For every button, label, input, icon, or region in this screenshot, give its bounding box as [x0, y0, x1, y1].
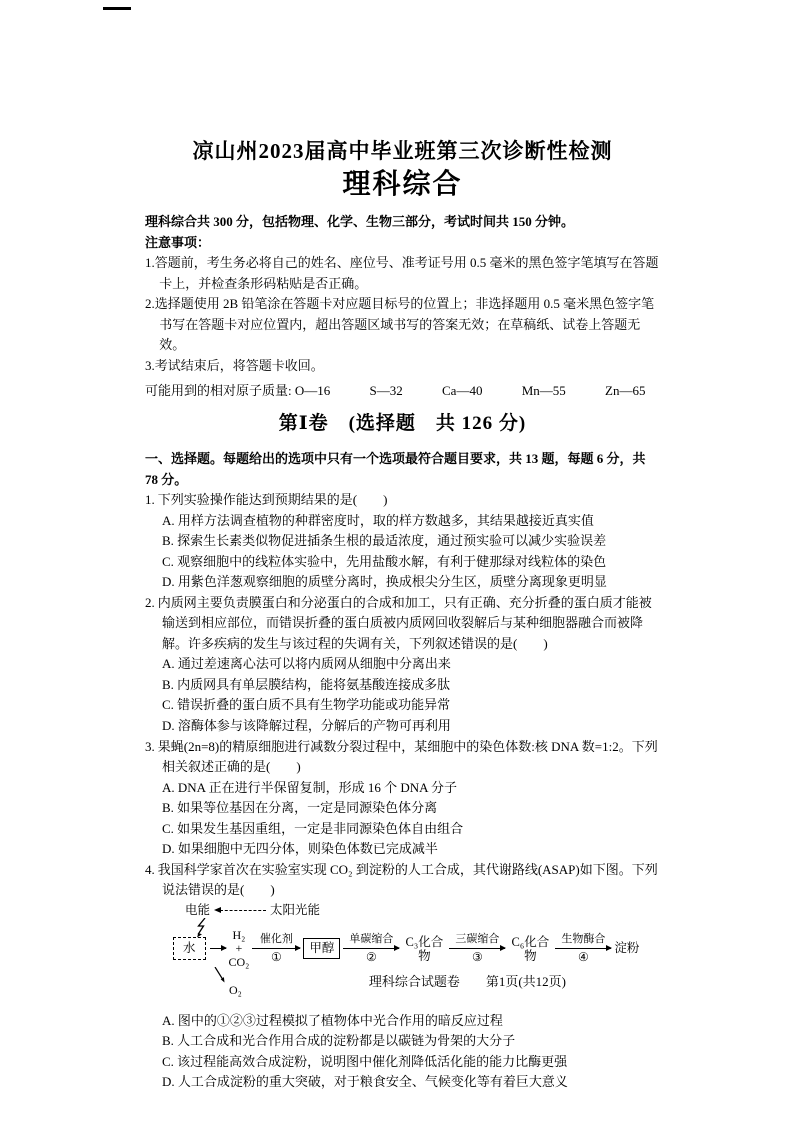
o2-label: O₂: [229, 982, 242, 997]
question-3-option-a: A. DNA 正在进行半保留复制，形成 16 个 DNA 分子: [162, 779, 458, 795]
arrow-right-icon: [252, 948, 300, 949]
starch-label: 淀粉: [614, 941, 640, 956]
atomic-mass-label: 可能用到的相对原子质量:: [145, 382, 295, 398]
step-2-label: 单碳缩合: [349, 933, 394, 946]
question-4-stem: [145, 860, 660, 901]
step-2-number: ②: [366, 950, 377, 965]
question-3: [145, 737, 660, 860]
arrow-right-icon: [343, 948, 399, 949]
note-2: 2.选择题使用 2B 铅笔涂在答题卡对应题目标号的位置上；非选择题用 0.5 毫米黑色签字笔书写在答题卡对应位置内，超出答题区域书写的答案无效；在草稿纸、试卷上答题无效。: [145, 296, 655, 353]
question-1: [145, 490, 660, 593]
atomic-mass-S: S—32: [369, 382, 403, 398]
question-1-option-c: C. 观察细胞中的线粒体实验中，先用盐酸水解，有利于健那绿对线粒体的染色: [162, 553, 607, 569]
question-2-option-c: C. 错误折叠的蛋白质不具有生物学功能或功能异常: [162, 697, 451, 713]
scan-artifact: [103, 7, 131, 10]
question-3-option-d: D. 如果细胞中无四分体，则染色体数已完成减半: [162, 841, 438, 857]
arrow-left-dashed-icon: [214, 906, 266, 915]
question-3-stem: [145, 737, 660, 778]
c3-compound-label: C₃化合物: [405, 934, 444, 963]
arrow-down-right-icon: [213, 967, 228, 984]
section-1-title: 第Ⅰ卷 (选择题 共 126 分): [278, 413, 527, 435]
question-4-option-a: A. 图中的①②③过程模拟了植物体中光合作用的暗反应过程: [162, 1012, 503, 1028]
atomic-mass-line: [145, 381, 660, 402]
question-2-text: 内质网主要负责膜蛋白和分泌蛋白的合成和加工，只有正确、充分折叠的蛋白质才能被输送到相应部位，而错误折叠的蛋白质被内质网回收裂解后与某种细胞器融合而被降解。许多疾病的发生与该过程的失调有关，下列叙述错误的是( ): [157, 594, 652, 651]
question-4-number: 4.: [145, 861, 155, 877]
question-2: [145, 593, 660, 737]
atomic-mass-Zn: Zn—65: [605, 382, 646, 398]
step-1-number: ①: [270, 950, 282, 965]
step-1-label: 催化剂: [259, 933, 293, 946]
electric-energy-label: 电能: [185, 902, 211, 917]
h2-label: H₂: [232, 927, 246, 942]
question-1-number: 1.: [145, 492, 155, 508]
question-3-option-b: B. 如果等位基因在分离，一定是同源染色体分离: [162, 800, 438, 816]
step-3-label: 三碳缩合: [455, 933, 500, 946]
step-4-number: ④: [578, 950, 589, 965]
co2-label: CO₂: [228, 954, 250, 969]
arrow-right-icon: [555, 948, 611, 949]
question-3-option-c: C. 如果发生基因重组，一定是非同源染色体自由组合: [162, 820, 464, 836]
question-2-option-a: A. 通过差速离心法可以将内质网从细胞中分离出来: [162, 656, 451, 672]
question-1-text: 下列实验操作能达到预期结果的是( ): [157, 492, 388, 508]
page-title: 凉山州2023届高中毕业班第三次诊断性检测: [192, 139, 613, 163]
step-2-arrow: [343, 934, 399, 963]
question-2-stem: [145, 593, 660, 655]
step-4-label: 生物酶合: [561, 933, 606, 946]
note-3: 3.考试结束后，将答题卡收回。: [145, 358, 324, 374]
plus-sign: +: [235, 941, 243, 956]
page-footer: 理科综合试题卷 第1页(共12页): [368, 974, 566, 989]
question-3-text: 果蝇(2n=8)的精原细胞进行减数分裂过程中，某细胞中的染色体数:核 DNA 数=1:2。下列相关叙述正确的是( ): [157, 738, 658, 775]
question-2-option-d: D. 溶酶体参与该降解过程，分解后的产物可再利用: [162, 718, 451, 733]
water-box: 水: [173, 937, 206, 960]
step-3-number: ③: [472, 950, 483, 965]
notes-title: 注意事项：: [145, 234, 211, 250]
question-4-option-c: C. 该过程能高效合成淀粉，说明图中催化剂降低活化能的能力比酶更强: [162, 1053, 568, 1069]
atomic-mass-O: O—16: [294, 382, 331, 398]
question-1-option-b: B. 探索生长素类似物促进插条生根的最适浓度，通过预实验可以减少实验误差: [162, 533, 607, 549]
h2-co2-stack: [229, 929, 250, 969]
energy-row: [185, 903, 320, 918]
page-subtitle: 理科综合: [342, 169, 463, 201]
step-3-arrow: [449, 934, 505, 963]
question-3-number: 3.: [145, 738, 155, 754]
synthesis-chain: [173, 929, 639, 969]
c6-compound-label: C₆化合物: [511, 934, 550, 963]
arrow-right-icon: [449, 948, 505, 949]
methanol-box: 甲醇: [303, 938, 340, 959]
question-4-option-d: D. 人工合成淀粉的重大突破，对于粮食安全、气候变化等有着巨大意义: [162, 1074, 568, 1090]
question-1-stem: [145, 490, 660, 511]
step-4-arrow: [555, 934, 611, 963]
exam-summary: 理科综合共 300 分，包括物理、化学、生物三部分，考试时间共 150 分钟。: [145, 214, 575, 230]
question-1-option-a: A. 用样方法调查植物的种群密度时，取的样方数越多，其结果越接近真实值: [162, 512, 594, 528]
solar-energy-label: 太阳光能: [270, 902, 321, 917]
exam-instructions: [145, 212, 660, 401]
question-2-number: 2.: [145, 594, 155, 610]
question-1-option-d: D. 用紫色洋葱观察细胞的质壁分离时，换成根尖分生区，质壁分离现象更明显: [162, 574, 607, 590]
arrow-right-icon: [210, 948, 226, 949]
selection-instruction: 一、选择题。每题给出的选项中只有一个选项最符合题目要求，共 13 题，每题 6 分，共 78 分。: [145, 451, 646, 487]
note-1: 1.答题前，考生务必将自己的姓名、座位号、准考证号用 0.5 毫米的黑色签字笔填写在答题卡上，并检查条形码粘贴是否正确。: [145, 255, 659, 291]
step-1-arrow: [252, 934, 300, 963]
question-4-option-b: B. 人工合成和光合作用合成的淀粉都是以碳链为骨架的大分子: [162, 1033, 516, 1049]
question-4-text: 我国科学家首次在实验室实现 CO₂ 到淀粉的人工合成，其代谢路线(ASAP)如下图。下列说法错误的是( ): [157, 861, 658, 898]
atomic-mass-Ca: Ca—40: [442, 382, 483, 398]
question-2-option-b: B. 内质网具有单层膜结构，能将氨基酸连接成多肽: [162, 676, 451, 692]
atomic-mass-Mn: Mn—55: [521, 382, 566, 398]
